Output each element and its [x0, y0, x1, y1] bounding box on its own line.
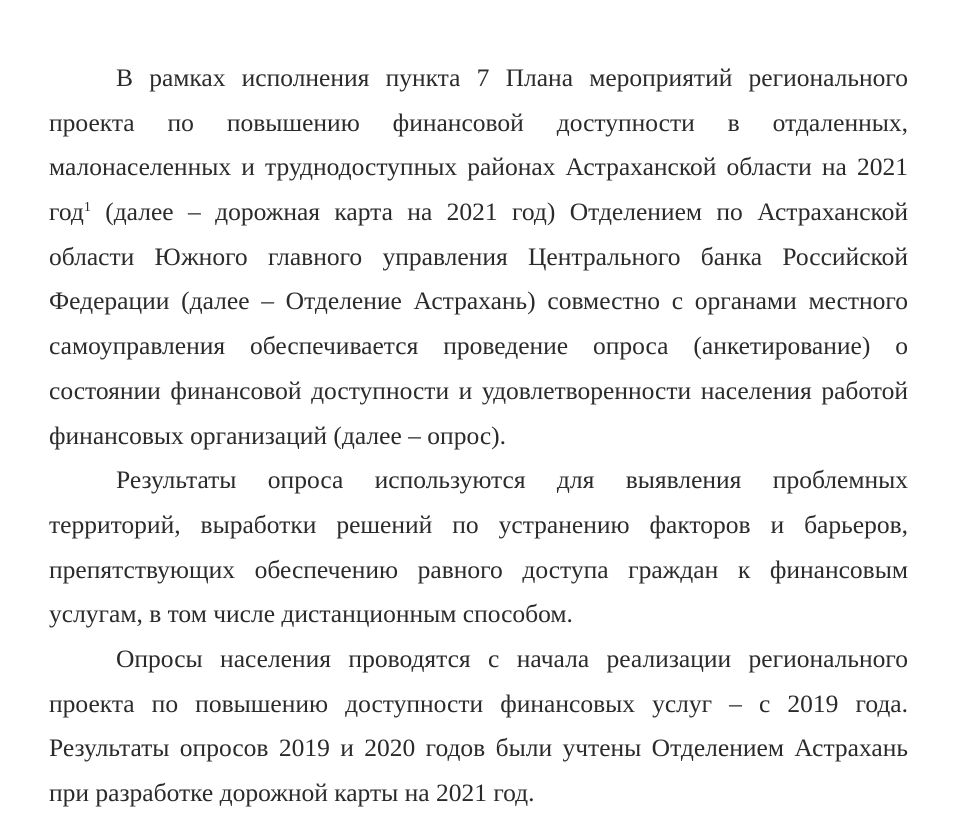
footnote-marker: 1 [83, 200, 91, 216]
paragraph-survey-history [49, 637, 908, 816]
text-line: малонаселенных и труднодоступных районах Астраханской области на 2021 [49, 152, 908, 182]
text-line-with-footnote [49, 190, 908, 235]
text-line: Результаты опросов 2019 и 2020 годов были учтены Отделением Астрахань [49, 733, 908, 763]
text-line: области Южного главного управления Центрального банка Российской [49, 241, 908, 271]
text-segment: (далее – дорожная карта на 2021 год) Отделением по Астраханской [105, 197, 908, 227]
text-line: состоянии финансовой доступности и удовлетворенности населения работой [49, 375, 908, 405]
text-line: препятствующих обеспечению равного доступа граждан к финансовым [49, 554, 908, 584]
text-line: проекта по повышению доступности финансовых услуг – с 2019 года. [49, 688, 908, 718]
text-line: Результаты опроса используются для выявления проблемных [116, 465, 908, 495]
text-line: самоуправления обеспечивается проведение опроса (анкетирование) о [49, 331, 908, 361]
text-line: В рамках исполнения пункта 7 Плана мероприятий регионального [116, 63, 908, 92]
text-segment: год [49, 197, 84, 227]
text-line: финансовых организаций (далее – опрос). [49, 420, 507, 450]
text-line: Федерации (далее – Отделение Астрахань) совместно с органами местного [49, 286, 908, 316]
paragraph-survey-intro [49, 56, 908, 458]
text-line: территорий, выработки решений по устранению факторов и барьеров, [49, 509, 908, 539]
paragraph-survey-results [49, 458, 908, 637]
text-line: при разработке дорожной карты на 2021 год. [49, 778, 535, 807]
text-line: проекта по повышению финансовой доступности в отдаленных, [49, 107, 908, 137]
text-line: услугам, в том числе дистанционным способом. [49, 599, 573, 629]
text-line: Опросы населения проводятся с начала реализации регионального [116, 643, 908, 673]
